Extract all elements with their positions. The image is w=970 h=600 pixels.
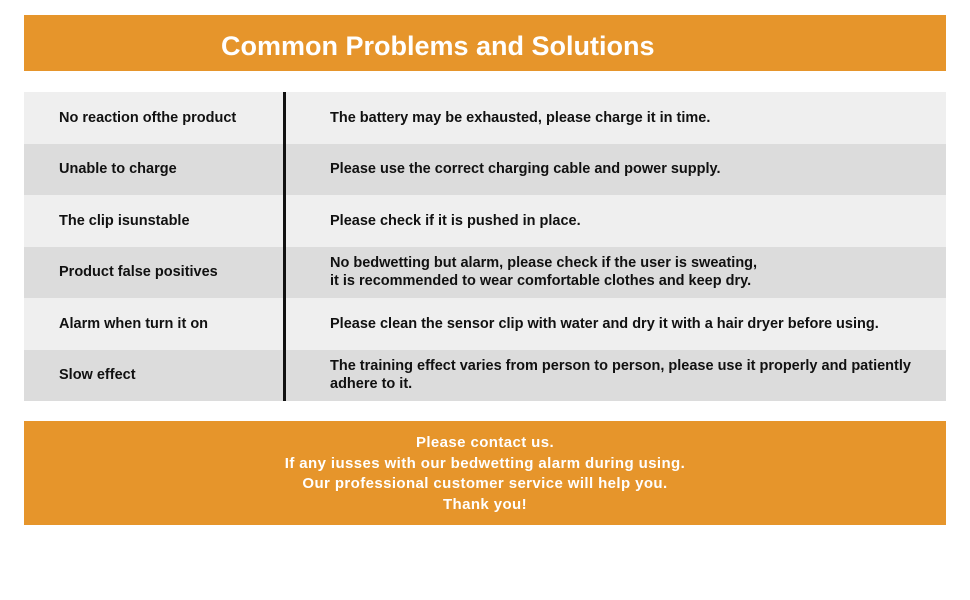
contact-banner — [24, 421, 946, 525]
table-row — [24, 298, 946, 350]
problem-cell: The clip isunstable — [59, 212, 190, 229]
contact-line: Our professional customer service will help you. — [302, 475, 668, 493]
table-row — [24, 144, 946, 196]
solution-cell: Please use the correct charging cable and power supply. — [330, 161, 721, 178]
page-title: Common Problems and Solutions — [221, 31, 655, 61]
table-row — [24, 92, 946, 144]
table-row — [24, 247, 946, 299]
column-divider — [283, 92, 286, 401]
contact-line: Thank you! — [442, 496, 527, 514]
problems-solutions-table — [24, 92, 946, 401]
problem-cell: Product false positives — [59, 264, 218, 281]
header-banner — [24, 15, 946, 71]
table-row — [24, 195, 946, 247]
problem-cell: Alarm when turn it on — [59, 315, 209, 332]
contact-line: Please contact us. — [415, 434, 555, 451]
problem-cell: Unable to charge — [59, 161, 177, 178]
solution-cell: The battery may be exhausted, please charge it in time. — [330, 109, 711, 126]
table-row — [24, 350, 946, 402]
solution-cell: Please clean the sensor clip with water and dry it with a hair dryer before using. — [330, 315, 879, 332]
problem-cell: Slow effect — [59, 367, 136, 384]
solution-cell: Please check if it is pushed in place. — [330, 212, 581, 229]
solution-cell: No bedwetting but alarm, please check if the user is sweating, it is recommended to wear comfortable clothes and keep dry. — [330, 255, 758, 290]
solution-cell: The training effect varies from person to person, please use it properly and patiently adhere to it. — [330, 358, 911, 393]
contact-message — [24, 433, 946, 516]
problem-cell: No reaction ofthe product — [59, 109, 237, 126]
contact-line: If any iusses with our bedwetting alarm during using. — [284, 454, 686, 472]
